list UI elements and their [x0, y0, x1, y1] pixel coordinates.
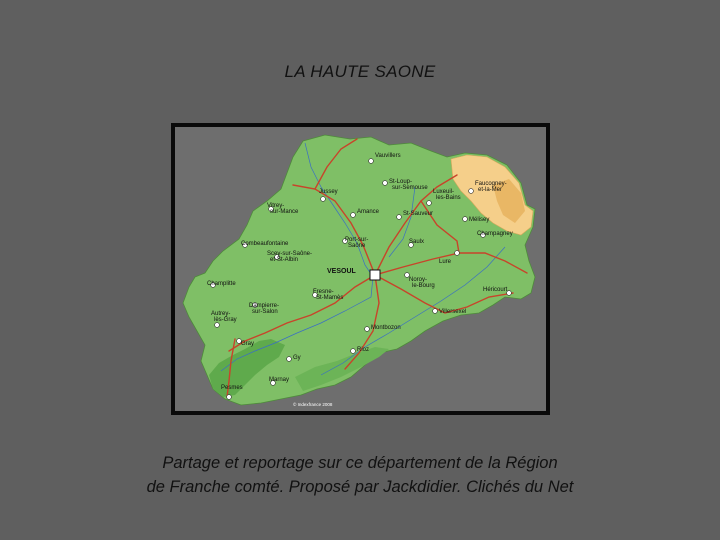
town-label: Port-sur- [345, 237, 369, 243]
town-marker [369, 159, 374, 164]
town-label: Combeaufontaine [241, 241, 289, 247]
town-label-line-2: le-Bourg [412, 283, 435, 289]
caption [0, 451, 720, 499]
copyright-text: © Indexfrance 2008 [293, 402, 333, 407]
town-marker [365, 327, 370, 332]
town-label-line-2: et-la-Mer [478, 187, 503, 193]
town-label: Vauvillers [375, 153, 401, 159]
town-label: Amance [357, 209, 380, 215]
town-marker [455, 251, 460, 256]
page-title: LA HAUTE SAONE [284, 62, 436, 81]
town-marker [383, 181, 388, 186]
town-label-line-2: et-St-Albin [270, 257, 299, 263]
town-champlitte [207, 281, 236, 287]
town-label: Fresne- [313, 289, 334, 295]
town-combeaufontaine [241, 241, 289, 247]
town-marker [427, 201, 432, 206]
town-label: St-Sauveur [403, 211, 434, 217]
town-label: Mélisey [469, 217, 490, 223]
department-map [175, 127, 546, 411]
town-label: Autrey- [211, 311, 231, 317]
town-label-line-2: sur-Mance [270, 209, 299, 215]
town-label: Champagney [477, 231, 513, 237]
town-label: Héricourt [483, 287, 508, 293]
town-label: Noroy- [409, 277, 428, 283]
town-vesoul [327, 268, 357, 275]
town-label: Lure [439, 259, 452, 265]
town-marker [321, 197, 326, 202]
town-label: Montbozon [371, 325, 401, 331]
town-champagney [477, 231, 513, 237]
caption-line-1: Partage et reportage sur ce département de la Région [162, 454, 558, 472]
town-label-line-2: Saône [348, 243, 366, 249]
town-marker [469, 189, 474, 194]
town-label: Gy [293, 355, 301, 361]
town-label: Gray [241, 341, 255, 347]
vesoul-capital-marker [370, 270, 380, 280]
town-label: Marnay [269, 377, 290, 383]
town-label-line-2: les-Bains [436, 195, 461, 201]
town-label: Rioz [357, 347, 370, 353]
town-label: Champlitte [207, 281, 236, 287]
town-label: VESOUL [327, 268, 356, 275]
map-frame [171, 123, 550, 415]
town-label: Pesmes [221, 385, 243, 391]
town-label: Dampierre- [249, 303, 280, 309]
town-marker [227, 395, 232, 400]
town-label: Faucogney- [475, 181, 507, 187]
town-label: Saulx [409, 239, 425, 245]
town-label: Villersexel [439, 309, 467, 315]
town-marker [287, 357, 292, 362]
town-marker [397, 215, 402, 220]
town-label-line-2: St-Mamès [316, 295, 344, 301]
town-label-line-2: lès-Gray [214, 317, 237, 323]
town-marker [351, 349, 356, 354]
town-marker [463, 217, 468, 222]
town-label: Vitrey- [267, 203, 285, 209]
town-label-line-2: sur-Semouse [392, 185, 428, 191]
town-label: Scey-sur-Saône- [267, 251, 313, 257]
map-svg [175, 127, 546, 411]
town-label: Jussey [319, 189, 338, 195]
town-label: St-Loup- [389, 179, 413, 185]
town-marker [351, 213, 356, 218]
town-label: Luxeuil- [433, 189, 455, 195]
town-marker [433, 309, 438, 314]
town-label-line-2: sur-Salon [252, 309, 278, 315]
town-dampierre [249, 303, 279, 315]
town-marker [215, 323, 220, 328]
caption-line-2: de Franche comté. Proposé par Jackdidier. Clichés du Net [146, 478, 574, 496]
